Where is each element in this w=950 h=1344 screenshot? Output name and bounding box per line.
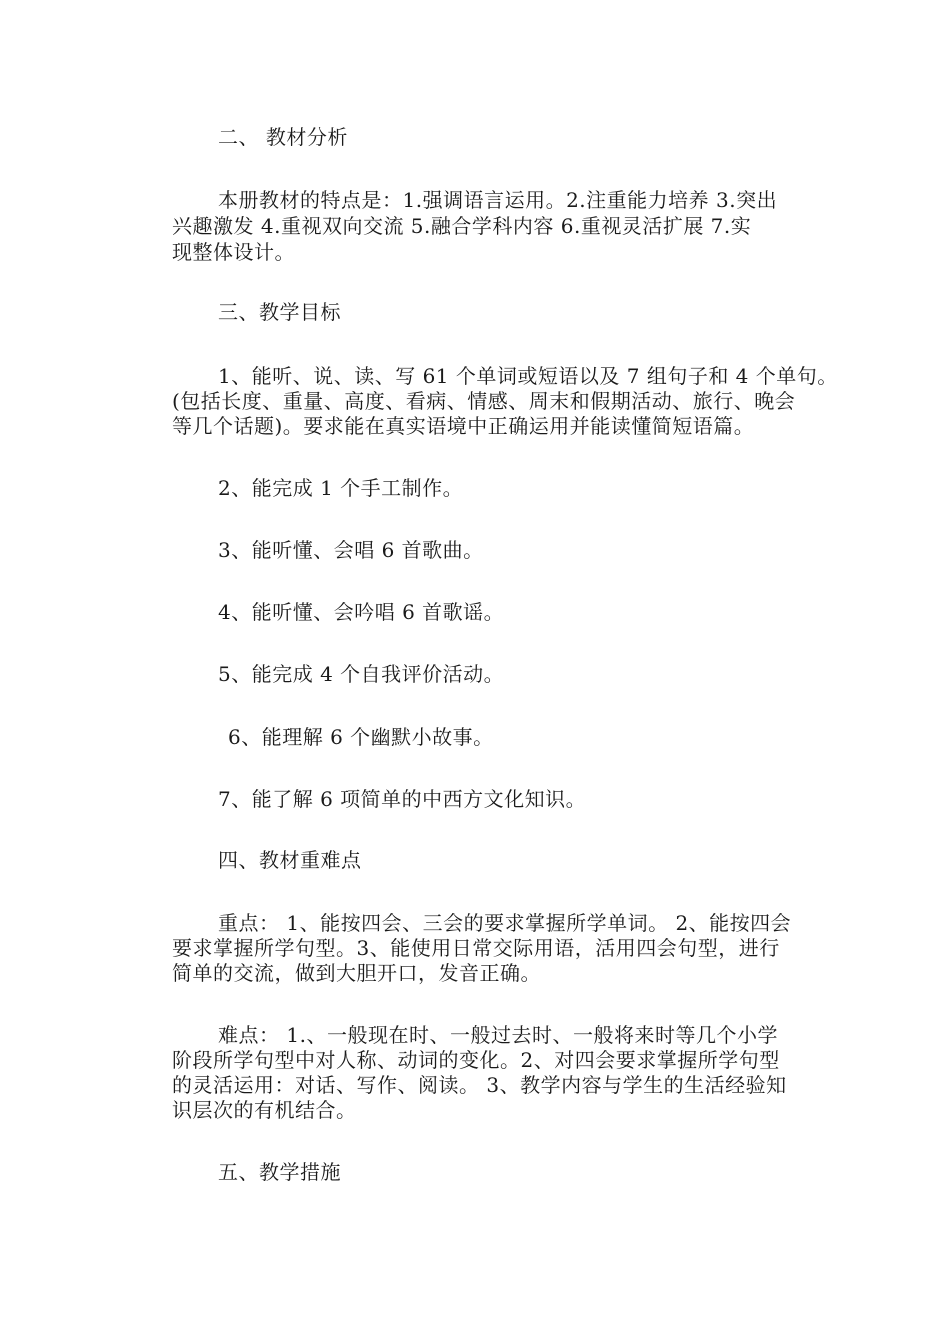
goal-7: 7、能了解 6 项简单的中西方文化知识。 [218,787,587,811]
section-heading-key-difficult-points: 四、教材重难点 [218,848,362,872]
difficult-points-line: 阶段所学句型中对人称、动词的变化。2、对四会要求掌握所学句型 [172,1048,780,1072]
key-points-line: 简单的交流，做到大胆开口，发音正确。 [172,961,541,985]
goal-6: 6、能理解 6 个幽默小故事。 [228,725,494,749]
goal-4: 4、能听懂、会吟唱 6 首歌谣。 [218,600,505,624]
goal-1-line: (包括长度、重量、高度、看病、情感、周末和假期活动、旅行、晚会 [172,389,796,413]
paragraph-line: 本册教材的特点是：1.强调语言运用。2.注重能力培养 3.突出 [218,188,778,212]
goal-1-line: 1、能听、说、读、写 61 个单词或短语以及 7 组句子和 4 个单句。 [218,364,838,388]
goal-3: 3、能听懂、会唱 6 首歌曲。 [218,538,484,562]
goal-2: 2、能完成 1 个手工制作。 [218,476,464,500]
paragraph-line: 兴趣激发 4.重视双向交流 5.融合学科内容 6.重视灵活扩展 7.实 [172,214,752,238]
section-heading-teaching-measures: 五、教学措施 [218,1160,341,1184]
paragraph-line: 现整体设计。 [172,240,295,264]
difficult-points-line: 的灵活运用：对话、写作、阅读。 3、教学内容与学生的生活经验知 [172,1073,787,1097]
key-points-line: 重点： 1、能按四会、三会的要求掌握所学单词。 2、能按四会 [218,911,792,935]
difficult-points-line: 难点： 1.、一般现在时、一般过去时、一般将来时等几个小学 [218,1023,778,1047]
goal-1-line: 等几个话题)。要求能在真实语境中正确运用并能读懂简短语篇。 [172,414,755,438]
goal-5: 5、能完成 4 个自我评价活动。 [218,662,505,686]
key-points-line: 要求掌握所学句型。3、能使用日常交际用语，活用四会句型，进行 [172,936,780,960]
section-heading-textbook-analysis: 二、 教材分析 [218,125,348,149]
section-heading-teaching-goals: 三、教学目标 [218,300,341,324]
difficult-points-line: 识层次的有机结合。 [172,1098,357,1122]
